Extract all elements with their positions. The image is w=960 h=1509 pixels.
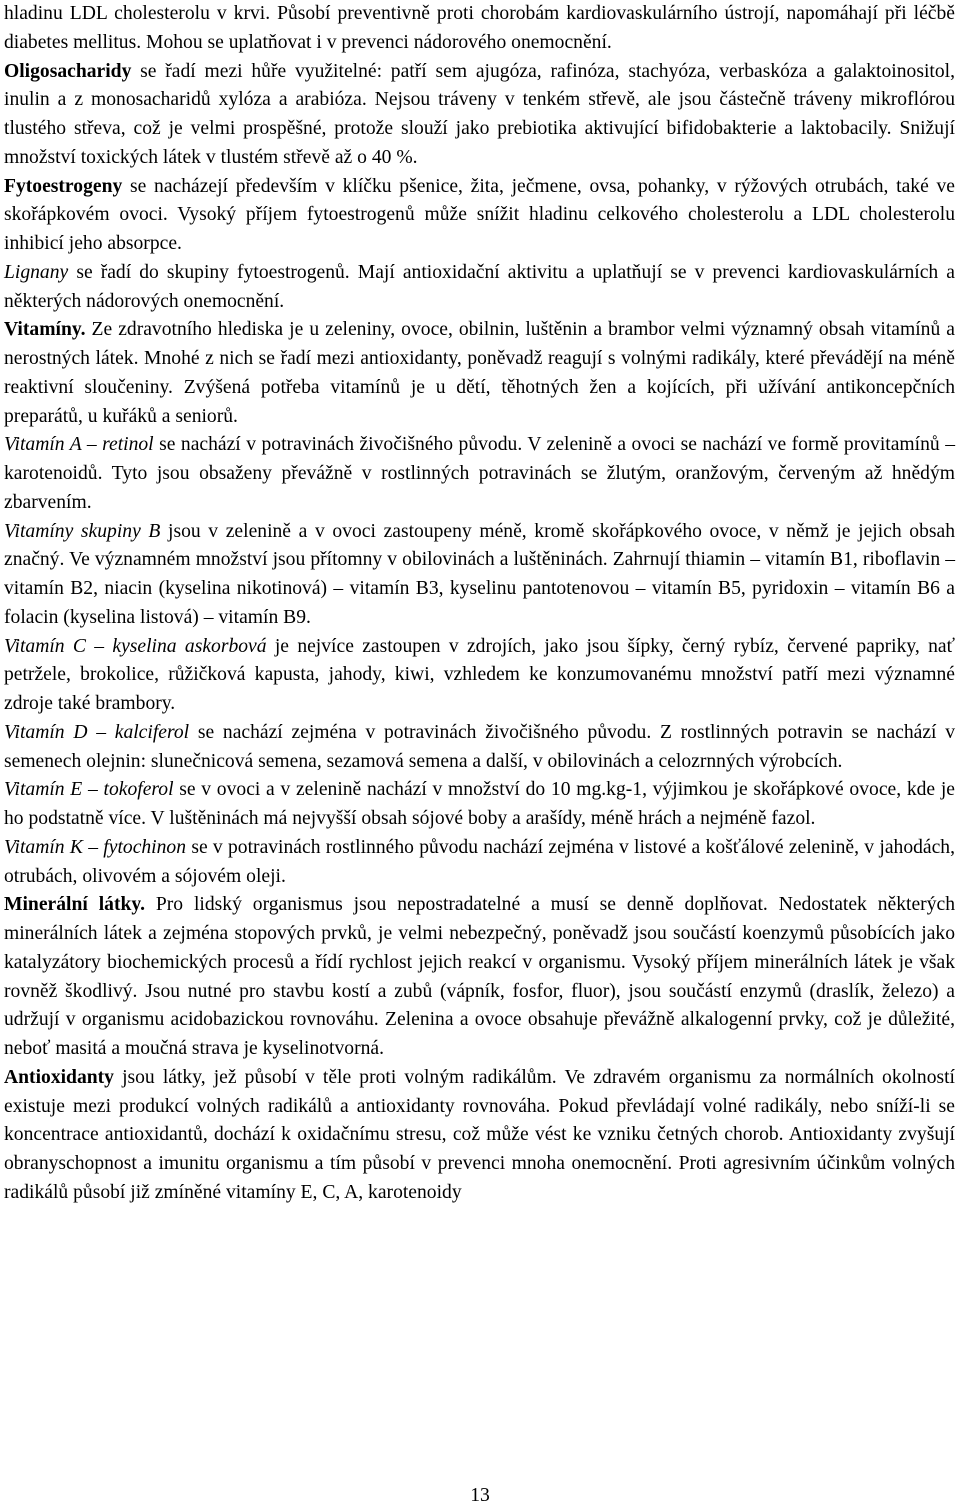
term-vitamin-b: Vitamíny skupiny B [4,520,161,542]
paragraph-intro [4,0,955,58]
paragraph-oligosacharidy [4,58,955,173]
term-antioxidanty: Antioxidanty [4,1066,114,1088]
term-vitamin-a: Vitamín A – retinol [4,434,154,456]
term-vitamin-e: Vitamín E – tokoferol [4,779,174,801]
term-fytoestrogeny: Fytoestrogeny [4,175,123,197]
vitaminy-text: Ze zdravotního hlediska je u zeleniny, ovoce, obilnin, luštěnin a brambor velmi významný obsah vitamínů a nerostných látek. Mnohé z nich se řadí mezi antioxidanty, poněvadž reagují s volnými radikály, které převádějí na méně reaktivní sloučeniny. Zvýšená potřeba vitamínů je u dětí, těhotných žen a kojících, při užívání antikoncepčních preparátů, u kuřáků a seniorů. [4,319,955,427]
intro-text: hladinu LDL cholesterolu v krvi. Působí preventivně proti chorobám kardiovaskulárního ústrojí, napomáhají při léčbě diabetes mellitus. Mohou se uplatňovat i v prevenci nádorového onemocnění. [4,3,955,53]
paragraph-fytoestrogeny [4,173,955,259]
term-lignany: Lignany [4,261,69,283]
vitamin-d-text: se nachází zejména v potravinách živočišného původu. Z rostlinných potravin se nachází v semenech olejnin: slunečnicová semena, sezamová semena a další, v obilovinách a celozrnných výrobcích. [4,721,956,772]
vitamin-k-text: se v potravinách rostlinného původu nachází zejména v listové a košťálové zelenině, v jahodách, otrubách, olivovém a sójovém oleji. [4,836,955,887]
paragraph-vitamin-d [4,719,955,777]
term-vitaminy: Vitamíny. [4,319,86,341]
paragraph-mineralni-latky [4,891,955,1064]
vitamin-c-text: je nejvíce zastoupen v zdrojích, jako jsou šípky, černý rybíz, červené papriky, nať petržele, brokolice, růžičková kapusta, jahody, kiwi, vzhledem ke konzumovanému množství patří mezi významné zdroje také brambory. [4,635,956,714]
oligosacharidy-text: se řadí mezi hůře využitelné: patří sem ajugóza, rafinóza, stachyóza, verbaskóza a galaktoinositol, inulin a z monosacharidů xylóza a arabióza. Nejsou tráveny v tenkém střevě, ale jsou částečně tráveny mikroflórou tlustého střeva, což je velmi prospěšné, protože slouží jako prebiotika aktivující bifidobakterie a laktobacily. Snižují množství toxických látek v tlustém střevě až o 40 %. [4,60,955,168]
paragraph-vitaminy [4,316,955,431]
paragraph-vitamin-k [4,834,955,892]
vitamin-a-text: se nachází v potravinách živočišného původu. V zelenině a ovoci se nachází ve formě provitamínů – karotenoidů. Tyto jsou obsaženy převážně v rostlinných potravinách se žlutým, oranžovým, červeným až hnědým zbarvením. [4,434,955,513]
paragraph-vitamin-c [4,633,955,719]
vitamin-b-text: jsou v zelenině a v ovoci zastoupeny méně, kromě skořápkového ovoce, v němž je jejich obsah značný. Ve významném množství jsou přítomny v obilovinách a luštěninách. Zahrnují thiamin – vitamín B1, riboflavin – vitamín B2, niacin (kyselina nikotinová) – vitamín B3, kyselinu pantotenovou – vitamín B5, pyridoxin – vitamín B6 a folacin (kyselina listová) – vitamín B9. [4,520,955,628]
term-mineralni-latky: Minerální látky. [4,894,145,916]
term-oligosacharidy: Oligosacharidy [4,60,132,82]
lignany-text: se řadí do skupiny fytoestrogenů. Mají antioxidační aktivitu a uplatňují se v prevenci kardiovaskulárních a některých nádorových onemocnění. [4,261,955,312]
paragraph-lignany [4,259,955,317]
paragraph-antioxidanty [4,1064,955,1208]
antioxidanty-text: jsou látky, jež působí v těle proti volným radikálům. Ve zdravém organismu za normálních okolností existuje mezi produkcí volných radikálů a antioxidanty rovnováha. Pokud převládají volné radikály, nebo sníží-li se koncentrace antioxidantů, dochází k oxidačnímu stresu, což může vést ke vzniku četných chorob. Antioxidanty zvyšují obranyschopnost a imunitu organismu a tím působí v prevenci mnoha onemocnění. Proti agresivním účinkům volných radikálů působí již zmíněné vitamíny E, C, A, karotenoidy [4,1066,955,1203]
fytoestrogeny-text: se nacházejí především v klíčku pšenice, žita, ječmene, ovsa, pohanky, v rýžových otrubách, také ve skořápkovém ovoci. Vysoký příjem fytoestrogenů může snížit hladinu celkového cholesterolu a LDL cholesterolu inhibicí jeho absorpce. [4,175,955,254]
term-vitamin-d: Vitamín D – kalciferol [4,721,190,743]
term-vitamin-k: Vitamín K – fytochinon [4,836,187,858]
document-page [4,0,955,1208]
term-vitamin-c: Vitamín C – kyselina askorbová [4,635,267,657]
paragraph-vitamin-a [4,431,955,517]
mineralni-latky-text: Pro lidský organismus jsou nepostradatelné a musí se denně doplňovat. Nedostatek některých minerálních látek a zejména stopových prvků, je velmi nebezpečný, poněvadž jsou součástí koenzymů působících jako katalyzátory biochemických procesů a řídí rychlost jejich reakcí v organismu. Vysoký příjem minerálních látek je však rovněž škodlivý. Jsou nutné pro stavbu kostí a zubů (vápník, fosfor, fluor), jsou součástí enzymů (draslík, železo) a udržují v organismu acidobazickou rovnováhu. Zelenina a ovoce obsahuje převážně alkalogenní prvky, což je důležité, neboť masitá a moučná strava je kyselinotvorná. [4,894,955,1059]
paragraph-vitamin-e [4,776,955,834]
page-number: 13 [470,1485,490,1506]
vitamin-e-text: se v ovoci a v zelenině nachází v množství do 10 mg.kg-1, výjimkou je skořápkové ovoce, kde je ho podstatně více. V luštěninách má nejvyšší obsah sójové boby a arašídy, méně hrách a nejméně fazol. [4,779,955,829]
paragraph-vitamin-b [4,518,955,633]
